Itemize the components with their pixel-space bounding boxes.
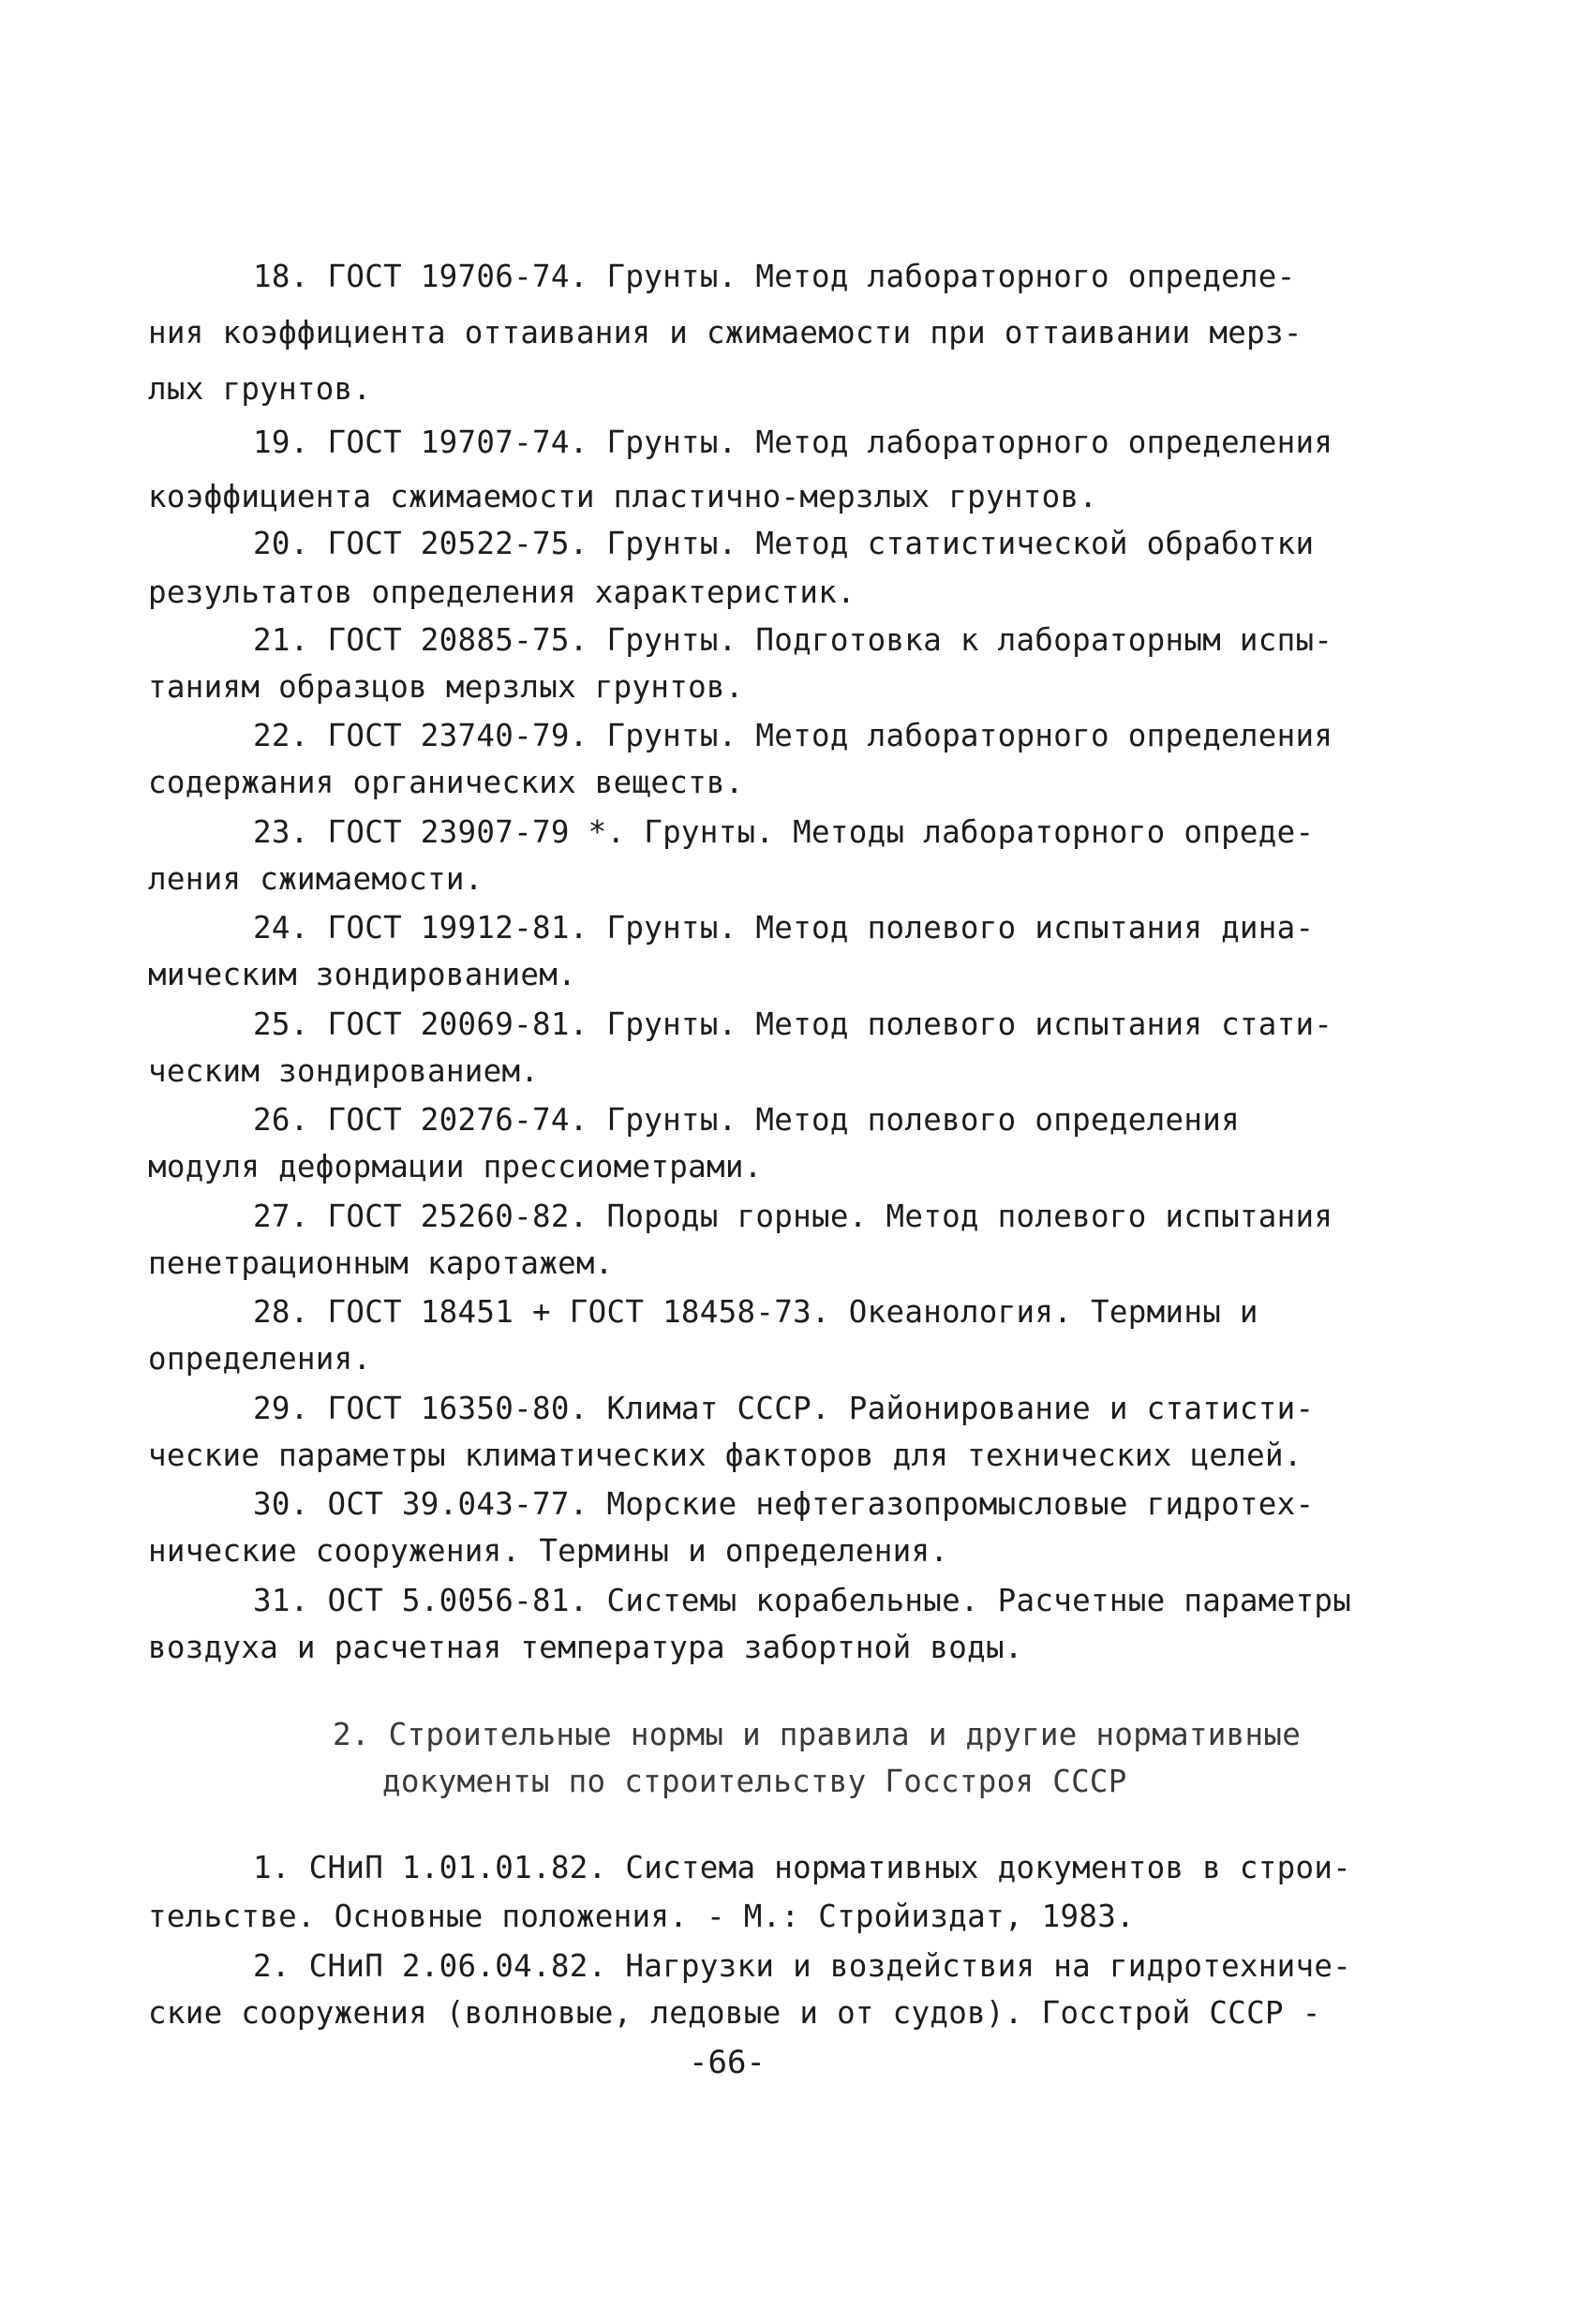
entry-continuation-line: воздуха и расчетная температура забортной воды. bbox=[148, 1630, 1023, 1665]
entry-continuation-line: ния коэффициента оттаивания и сжимаемости при оттаивании мерз- bbox=[148, 315, 1303, 350]
entry-continuation-line: ления сжимаемости. bbox=[148, 861, 484, 897]
entry-first-line: 18. ГОСТ 19706-74. Грунты. Метод лабораторного определе- bbox=[253, 259, 1296, 294]
entry-continuation-line: лых грунтов. bbox=[148, 371, 372, 407]
entry-continuation-line: ские сооружения (волновые, ледовые и от судов). Госстрой СССР - bbox=[148, 1995, 1321, 2031]
entry-first-line: 31. ОСТ 5.0056-81. Системы корабельные. Расчетные параметры bbox=[253, 1583, 1352, 1618]
entry-continuation-line: мическим зондированием. bbox=[148, 957, 576, 992]
entry-first-line: 30. ОСТ 39.043-77. Морские нефтегазопромысловые гидротех- bbox=[253, 1486, 1315, 1522]
entry-continuation-line: модуля деформации прессиометрами. bbox=[148, 1149, 763, 1184]
section-heading-line: 2. Строительные нормы и правила и другие нормативные bbox=[333, 1717, 1302, 1752]
entry-first-line: 19. ГОСТ 19707-74. Грунты. Метод лабораторного определения bbox=[253, 425, 1333, 460]
entry-first-line: 23. ГОСТ 23907-79 *. Грунты. Методы лабораторного опреде- bbox=[253, 814, 1315, 850]
entry-first-line: 24. ГОСТ 19912-81. Грунты. Метод полевого испытания дина- bbox=[253, 910, 1315, 946]
entry-first-line: 22. ГОСТ 23740-79. Грунты. Метод лабораторного определения bbox=[253, 718, 1333, 753]
entry-first-line: 27. ГОСТ 25260-82. Породы горные. Метод полевого испытания bbox=[253, 1199, 1333, 1234]
entry-first-line: 2. СНиП 2.06.04.82. Нагрузки и воздействия на гидротехниче- bbox=[253, 1948, 1352, 1984]
entry-continuation-line: результатов определения характеристик. bbox=[148, 574, 856, 610]
entry-first-line: 29. ГОСТ 16350-80. Климат СССР. Районирование и статисти- bbox=[253, 1391, 1315, 1426]
entry-continuation-line: определения. bbox=[148, 1341, 372, 1377]
entry-first-line: 25. ГОСТ 20069-81. Грунты. Метод полевого испытания стати- bbox=[253, 1006, 1333, 1042]
entry-continuation-line: ческие параметры климатических факторов для технических целей. bbox=[148, 1438, 1303, 1473]
page-number: -66- bbox=[689, 2044, 766, 2081]
entry-first-line: 20. ГОСТ 20522-75. Грунты. Метод статистической обработки bbox=[253, 526, 1315, 561]
section-heading-line: документы по строительству Госстроя СССР bbox=[382, 1764, 1127, 1799]
entry-continuation-line: нические сооружения. Термины и определения. bbox=[148, 1533, 949, 1569]
entry-first-line: 28. ГОСТ 18451 + ГОСТ 18458-73. Океанология. Термины и bbox=[253, 1294, 1258, 1330]
entry-continuation-line: пенетрационным каротажем. bbox=[148, 1245, 614, 1281]
entry-first-line: 26. ГОСТ 20276-74. Грунты. Метод полевого определения bbox=[253, 1102, 1240, 1138]
entry-first-line: 1. СНиП 1.01.01.82. Система нормативных документов в строи- bbox=[253, 1850, 1352, 1885]
entry-continuation-line: таниям образцов мерзлых грунтов. bbox=[148, 669, 744, 705]
entry-continuation-line: коэффициента сжимаемости пластично-мерзлых грунтов. bbox=[148, 479, 1098, 514]
entry-continuation-line: ческим зондированием. bbox=[148, 1053, 540, 1089]
entry-first-line: 21. ГОСТ 20885-75. Грунты. Подготовка к лабораторным испы- bbox=[253, 622, 1333, 658]
entry-continuation-line: содержания органических веществ. bbox=[148, 765, 744, 800]
entry-continuation-line: тельстве. Основные положения. - М.: Стройиздат, 1983. bbox=[148, 1899, 1135, 1934]
